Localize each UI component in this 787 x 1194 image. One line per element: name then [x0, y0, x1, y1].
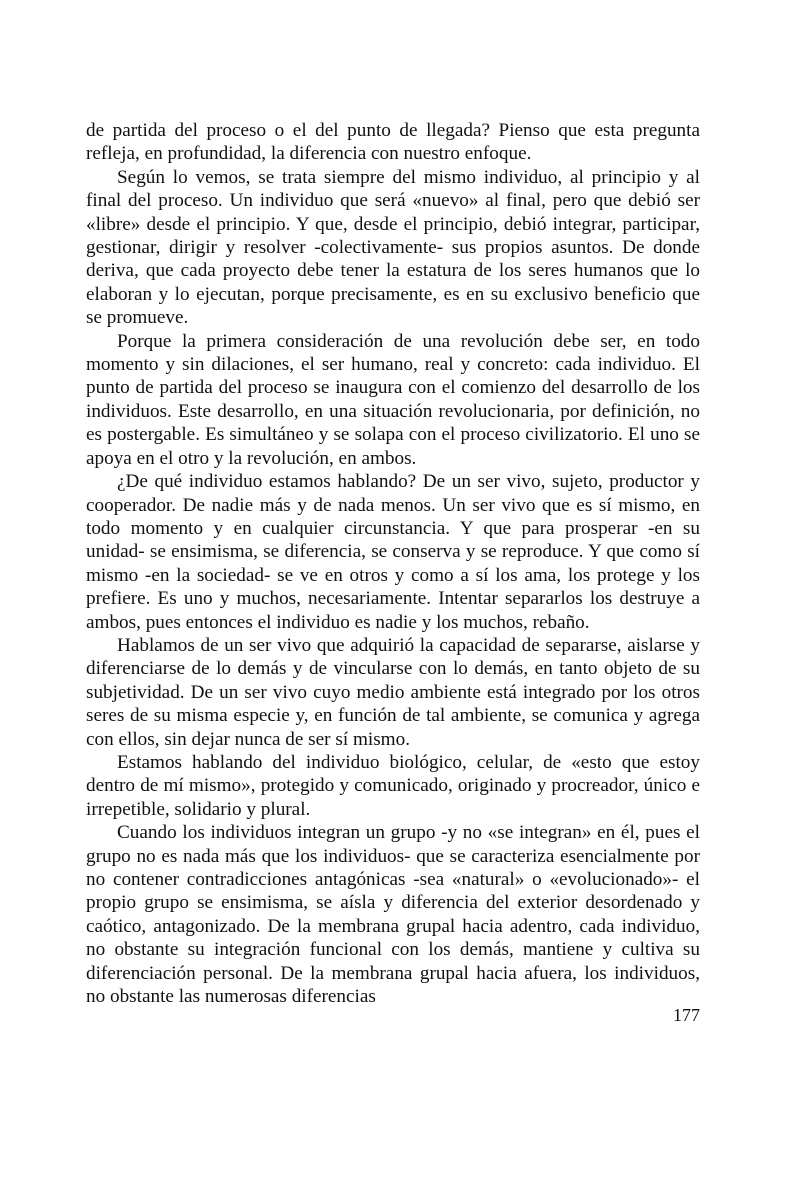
paragraph-3: Porque la primera consideración de una revolución debe ser, en todo momento y sin dilaciones, el ser humano, real y concreto: cada individuo. El punto de partida del proceso se inaugura con el comienzo del desarrollo de los individuos. Este desarrollo, en una situación revolucionaria, por definición, no es postergable. Es simultáneo y se solapa con el proceso civilizatorio. El uno se apoya en el otro y la revolución, en ambos.: [86, 330, 700, 469]
paragraph-7: Cuando los individuos integran un grupo -y no «se integran» en él, pues el grupo no es nada más que los individuos- que se caracteriza esencialmente por no contener contradicciones antagónicas -sea «natural» o «evolucionado»- el propio grupo se ensimisma, se aísla y diferencia del exterior desordenado y caótico, antagonizado. De la membrana grupal hacia adentro, cada individuo, no obstante su integración funcional con los demás, mantiene y cultiva su diferenciación personal. De la membrana grupal hacia afuera, los individuos, no obstante las numerosas diferencias: [86, 822, 700, 1008]
page-number: 177: [673, 1005, 700, 1025]
paragraph-4: ¿De qué individuo estamos hablando? De un ser vivo, sujeto, productor y cooperador. De nadie más y de nada menos. Un ser vivo que es sí mismo, en todo momento y en cualquier circunstancia. Y que para prosperar -en su unidad- se ensimisma, se diferencia, se conserva y se reproduce. Y que como sí mismo -en la sociedad- se ve en otros y como a sí los ama, los protege y los prefiere. Es uno y muchos, necesariamente. Intentar separarlos los destruye a ambos, pues entonces el individuo es nadie y los muchos, rebaño.: [86, 471, 700, 633]
paragraph-6: Estamos hablando del individuo biológico, celular, de «esto que estoy dentro de mí mismo», protegido y comunicado, originado y procreador, único e irrepetible, solidario y plural.: [86, 751, 700, 820]
body-text: [86, 119, 700, 1008]
paragraph-5: Hablamos de un ser vivo que adquirió la capacidad de separarse, aislarse y diferenciarse de lo demás y de vincularse con lo demás, en tanto objeto de su subjetividad. De un ser vivo cuyo medio ambiente está integrado por los otros seres de su misma especie y, en función de tal ambiente, se comunica y agrega con ellos, sin dejar nunca de ser sí mismo.: [86, 634, 700, 750]
paragraph-1: de partida del proceso o el del punto de llegada? Pienso que esta pregunta refleja, en profundidad, la diferencia con nuestro enfoque.: [86, 120, 700, 165]
paragraph-2: Según lo vemos, se trata siempre del mismo individuo, al principio y al final del proceso. Un individuo que será «nuevo» al final, pero que debió ser «libre» desde el principio. Y que, desde el principio, debió integrar, participar, gestionar, dirigir y resolver -colectivamente- sus propios asuntos. De donde deriva, que cada proyecto debe tener la estatura de los seres humanos que lo elaboran y lo ejecutan, porque precisamente, es en su exclusivo beneficio que se promueve.: [86, 166, 700, 329]
